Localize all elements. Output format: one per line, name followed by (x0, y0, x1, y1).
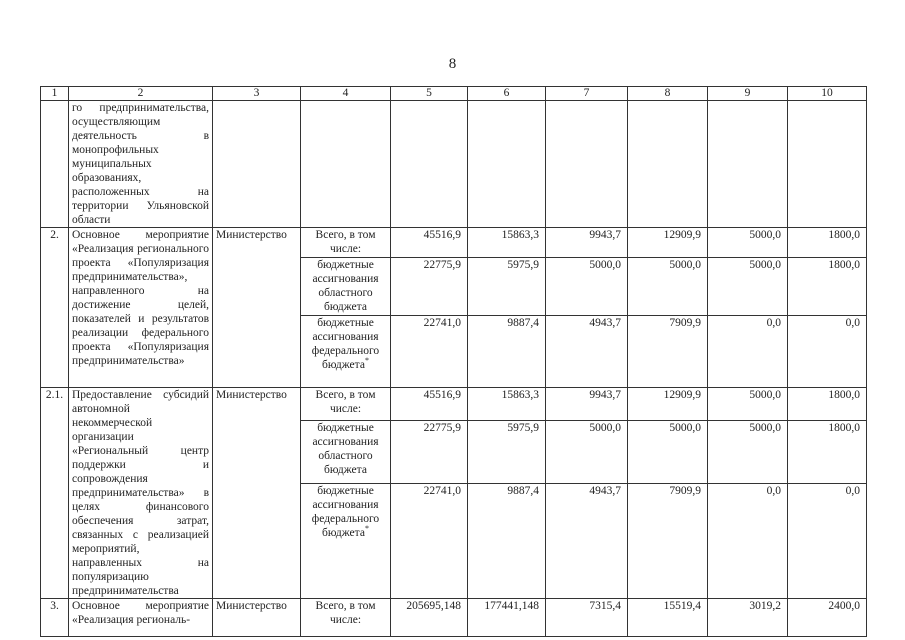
value-cell: 22741,0 (391, 483, 468, 598)
column-header: 10 (788, 87, 867, 101)
table-row (41, 101, 867, 228)
value-cell: 7909,9 (628, 483, 708, 598)
activity-name: Основное мероприятие «Реализация региональ- (69, 599, 213, 637)
value-cell: 0,0 (788, 316, 867, 388)
table-row (41, 388, 867, 421)
funding-source: Всего, в том числе: (301, 599, 391, 637)
value-cell: 1800,0 (788, 228, 867, 258)
value-cell: 12909,9 (628, 228, 708, 258)
funding-source: бюджетные ассигнования федерального бюджета* (301, 316, 391, 388)
column-number-row (41, 87, 867, 101)
budget-table (40, 86, 867, 637)
value-cell: 5000,0 (546, 258, 628, 316)
activity-name: го предпринимательства, осуществляющим деятельность в монопрофильных муниципальных образованиях, расположенных на территории Ульяновской области (69, 101, 213, 228)
value-cell: 9887,4 (468, 483, 546, 598)
value-cell: 5000,0 (708, 388, 788, 421)
column-header: 1 (41, 87, 69, 101)
column-header: 3 (213, 87, 301, 101)
footnote-mark: * (364, 356, 369, 366)
value-cell: 22775,9 (391, 258, 468, 316)
value-cell: 4943,7 (546, 483, 628, 598)
value-cell: 7315,4 (546, 599, 628, 637)
value-cell: 5000,0 (628, 420, 708, 483)
value-cell: 15863,3 (468, 228, 546, 258)
column-header: 9 (708, 87, 788, 101)
value-cell: 5000,0 (708, 258, 788, 316)
value-cell: 177441,148 (468, 599, 546, 637)
value-cell: 5000,0 (708, 420, 788, 483)
table-row (41, 228, 867, 258)
executor: Министерство (213, 599, 301, 637)
value-cell: 45516,9 (391, 228, 468, 258)
value-cell: 7909,9 (628, 316, 708, 388)
value-cell: 5000,0 (708, 228, 788, 258)
footnote-mark: * (364, 523, 369, 533)
value-cell: 9887,4 (468, 316, 546, 388)
column-header: 4 (301, 87, 391, 101)
row-number: 2. (41, 228, 69, 388)
value-cell: 0,0 (708, 316, 788, 388)
executor: Министерство (213, 228, 301, 388)
executor: Министерство (213, 388, 301, 599)
column-header: 7 (546, 87, 628, 101)
value-cell: 12909,9 (628, 388, 708, 421)
column-header: 2 (69, 87, 213, 101)
funding-source: Всего, в том числе: (301, 228, 391, 258)
value-cell: 45516,9 (391, 388, 468, 421)
table-row (41, 599, 867, 637)
column-header: 5 (391, 87, 468, 101)
value-cell: 1800,0 (788, 388, 867, 421)
value-cell: 9943,7 (546, 388, 628, 421)
value-cell: 15519,4 (628, 599, 708, 637)
value-cell: 5975,9 (468, 420, 546, 483)
row-number: 3. (41, 599, 69, 637)
funding-source: бюджетные ассигнования федерального бюджета* (301, 483, 391, 598)
value-cell: 9943,7 (546, 228, 628, 258)
funding-source: бюджетные ассигнования областного бюджета (301, 258, 391, 316)
activity-name: Предоставление субсидий автономной некоммерческой организации «Региональный центр поддержки и сопровождения предпринимательства» в целях финансового обеспечения затрат, связанных с реализацией мероприятий, направленных на популяризацию предпринимательства (69, 388, 213, 599)
value-cell: 1800,0 (788, 258, 867, 316)
row-number: 2.1. (41, 388, 69, 599)
value-cell: 15863,3 (468, 388, 546, 421)
value-cell: 22741,0 (391, 316, 468, 388)
value-cell: 0,0 (708, 483, 788, 598)
value-cell: 4943,7 (546, 316, 628, 388)
column-header: 8 (628, 87, 708, 101)
value-cell: 1800,0 (788, 420, 867, 483)
value-cell: 5000,0 (628, 258, 708, 316)
value-cell: 22775,9 (391, 420, 468, 483)
funding-source: Всего, в том числе: (301, 388, 391, 421)
value-cell: 5000,0 (546, 420, 628, 483)
page-number: 8 (448, 56, 457, 72)
funding-source: бюджетные ассигнования областного бюджета (301, 420, 391, 483)
value-cell: 5975,9 (468, 258, 546, 316)
value-cell: 205695,148 (391, 599, 468, 637)
value-cell: 3019,2 (708, 599, 788, 637)
activity-name: Основное мероприятие «Реализация регионального проекта «Популяризация предпринимательства», направленного на достижение целей, показателей и результатов реализации федерального проекта «Популяризация предпринимательства» (69, 228, 213, 388)
column-header: 6 (468, 87, 546, 101)
value-cell: 0,0 (788, 483, 867, 598)
value-cell: 2400,0 (788, 599, 867, 637)
